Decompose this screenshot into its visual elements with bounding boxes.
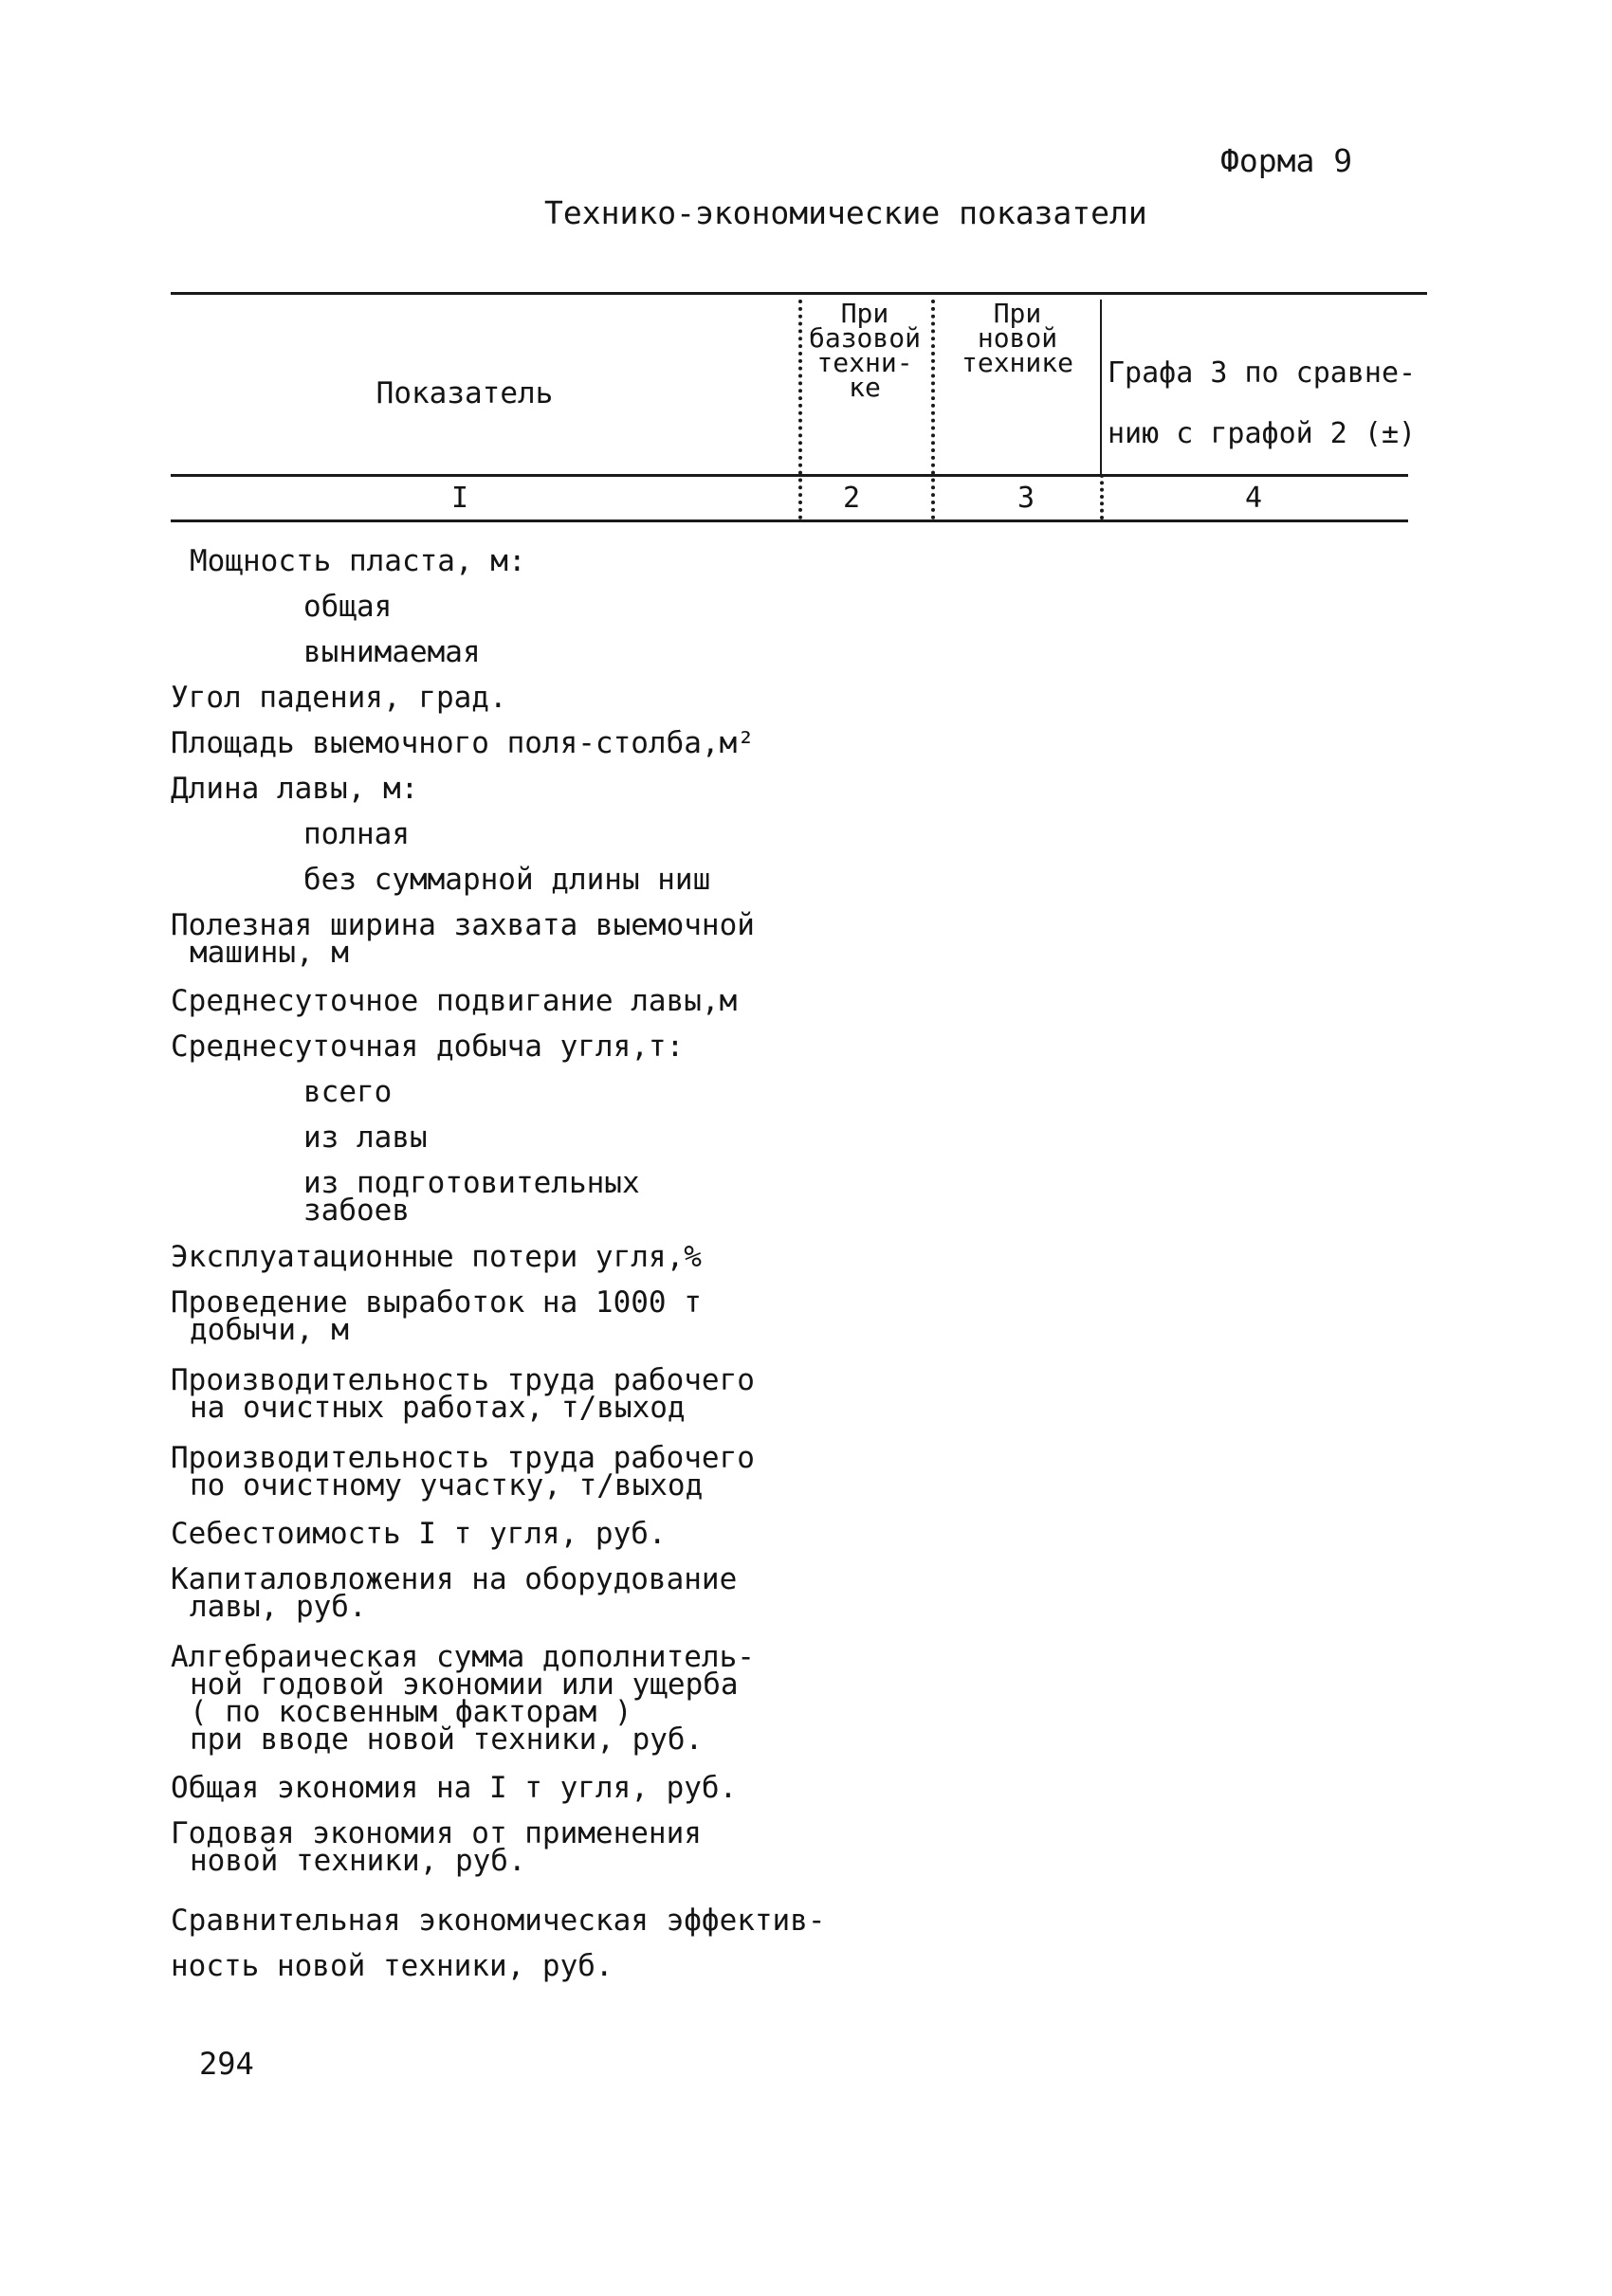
header-base-tech-line: базовой [808,322,921,354]
form-label: Форма 9 [1220,142,1353,179]
row-text: общая [303,590,393,624]
table-row [171,772,419,806]
row-text: Проведение выработок на 1000 т [171,1285,702,1320]
row-text: Годовая экономия от применения [171,1816,702,1850]
row-text: Себестоимость I т угля, руб. [171,1517,667,1551]
row-text: Среднесуточное подвигание лавы,м [171,984,738,1018]
row-text: Производительность труда рабочего [171,1363,755,1397]
table-numbers-rule [171,519,1408,522]
row-text-continued: на очистных работах, т/выход [190,1391,686,1425]
table-row [171,1441,755,1503]
row-text: Длина лавы, м: [171,772,419,806]
row-text: Мощность пласта, м: [190,544,526,578]
table-row [303,1075,393,1109]
table-row [303,863,711,897]
row-text: Общая экономия на I т угля, руб. [171,1771,738,1805]
table-row [171,1898,826,1989]
header-base-tech [804,298,925,403]
table-row [171,1285,702,1347]
table-row [171,1640,755,1757]
table-row [303,817,410,851]
table-row [303,1166,640,1228]
row-text-continued: добычи, м [190,1313,349,1347]
column-number-2: 2 [842,482,861,515]
table-row [171,1363,755,1425]
row-text: вынимаемая [303,635,481,669]
row-text-continued: ( по косвенным факторам ) [190,1695,632,1729]
header-base-tech-line: ке [849,372,881,403]
row-text-continued: ной годовой экономии или ущерба [190,1667,739,1702]
row-text: Угол падения, град. [171,681,507,715]
column-number-1: I [450,482,469,515]
row-text: Производительность труда рабочего [171,1441,755,1475]
table-row [171,984,738,1018]
header-new-tech-line: При [993,298,1042,329]
header-base-tech-line: техни- [816,347,913,378]
row-text-continued: ность новой техники, руб. [171,1949,614,1983]
row-text-continued: по очистному участку, т/выход [190,1468,704,1503]
row-text-continued: забоев [303,1194,410,1228]
header-comparison-line: Графа 3 по сравне- [1108,356,1417,390]
row-text: Полезная ширина захвата выемочной [171,908,755,942]
row-text: Среднесуточная добыча угля,т: [171,1030,685,1064]
table-row [171,1816,702,1878]
table-row [171,726,755,760]
table-row [171,1771,738,1805]
table-row [303,635,481,669]
header-base-tech-line: При [840,298,889,329]
table-row [303,590,393,624]
row-text: Эксплуатационные потери угля,% [171,1240,702,1274]
column-separator-2 [931,300,935,519]
row-text: всего [303,1075,393,1109]
table-row [171,1562,738,1624]
row-text: полная [303,817,410,851]
header-comparison [1108,343,1449,465]
page-number: 294 [199,2046,254,2082]
column-separator-1 [798,300,802,519]
row-text: из лавы [303,1121,428,1155]
column-separator-3 [1100,300,1102,474]
header-indicator: Показатель [376,376,554,410]
row-text-continued: при вводе новой техники, руб. [190,1722,704,1757]
row-text-continued: новой техники, руб. [190,1844,526,1878]
table-row [171,1517,667,1551]
row-text: Площадь выемочного поля-столба,м² [171,726,755,760]
row-text: из подготовительных [303,1166,640,1200]
table-header-rule [171,474,1408,477]
row-text: Капиталовложения на оборудование [171,1562,738,1596]
header-new-tech-line: технике [961,347,1073,378]
column-number-4: 4 [1244,482,1263,515]
row-text-continued: машины, м [190,936,349,970]
row-text: Сравнительная экономическая эффектив- [171,1904,826,1938]
table-row [171,681,507,715]
table-row [303,1121,428,1155]
table-row [171,908,755,970]
row-text-continued: лавы, руб. [190,1590,367,1624]
header-new-tech-line: новой [977,322,1058,354]
header-new-tech [939,298,1096,378]
row-text: Алгебраическая сумма дополнитель- [171,1640,755,1674]
column-separator-3-lower [1100,474,1104,519]
table-row [171,1030,685,1064]
column-number-3: 3 [1017,482,1035,515]
row-text: без суммарной длины ниш [303,863,711,897]
page-title: Технико-экономические показатели [544,194,1147,231]
table-row [190,544,526,578]
table-row [171,1240,702,1274]
table-top-rule [171,292,1427,295]
header-comparison-line: нию с графой 2 (±) [1108,417,1417,450]
